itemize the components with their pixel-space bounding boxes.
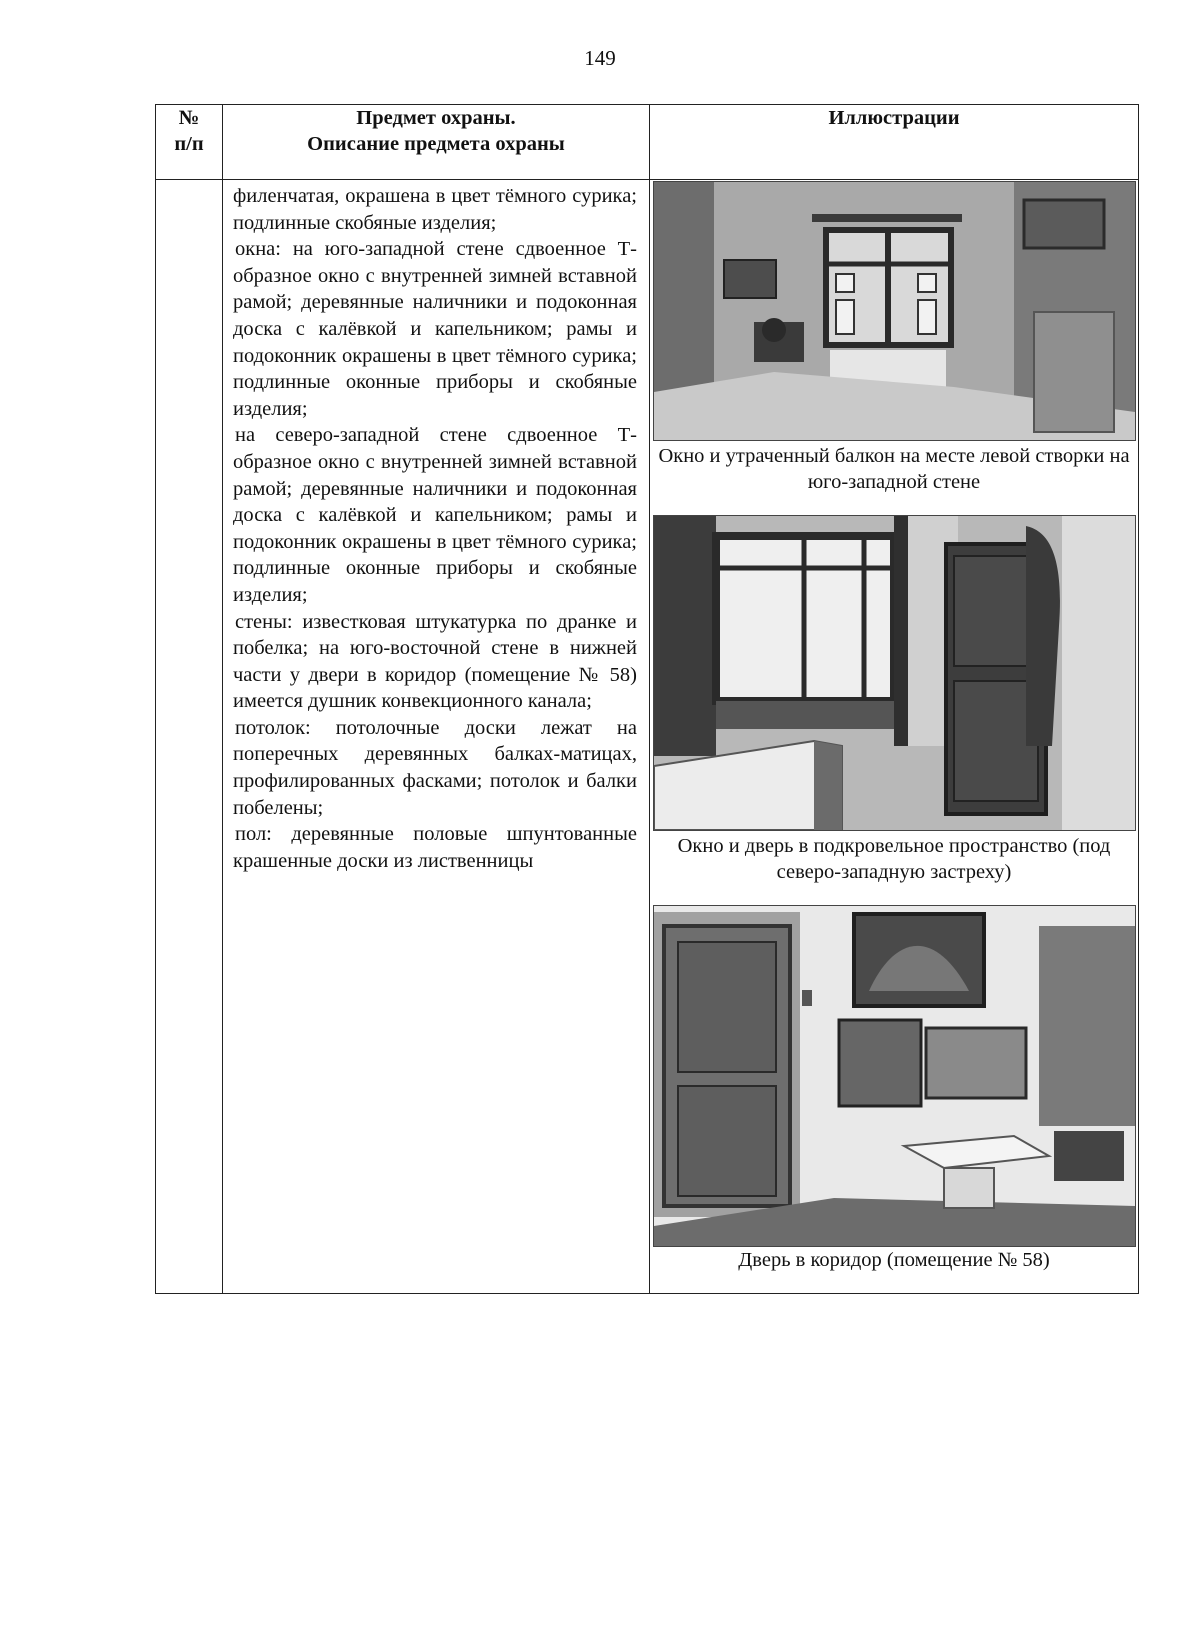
description-paragraph-windows-nw: на северо-западной стене сдвоенное Т-образное окно с внутренней зимней вставной рамой; деревянные наличники и подоконная доска с калёвкой и капельником; рамы и подоконник окрашены в цвет тёмного сурика; подлинные оконные приборы и скобяные изделия; bbox=[233, 424, 637, 606]
figure-window-balcony bbox=[650, 181, 1138, 495]
photo-window-balcony bbox=[653, 181, 1136, 441]
description-paragraph-windows-sw: окна: на юго-западной стене сдвоенное Т-образное окно с внутренней зимней вставной рамой; деревянные наличники и подоконная доска с калёвкой и капельником; рамы и подоконник окрашены в цвет тёмного сурика; подлинные оконные приборы и скобяные изделия; bbox=[233, 238, 637, 420]
table-header-row bbox=[156, 105, 1139, 180]
description-cell bbox=[223, 180, 650, 1294]
description-paragraph-door: филенчатая, окрашена в цвет тёмного сурика; подлинные скобяные изделия; bbox=[233, 185, 637, 234]
number-cell bbox=[156, 180, 223, 1294]
table-row bbox=[156, 180, 1139, 1294]
header-illustrations: Иллюстрации bbox=[650, 105, 1139, 180]
caption-door-corridor: Дверь в коридор (помещение № 58) bbox=[738, 1249, 1050, 1271]
photo-window-door bbox=[653, 515, 1136, 831]
header-number-line1: № bbox=[178, 107, 200, 129]
description-paragraph-ceiling: потолок: потолочные доски лежат на поперечных деревянных балках-матицах, профилированных фасками; потолок и балки побелены; bbox=[233, 716, 637, 819]
header-description bbox=[223, 105, 650, 180]
page-number: 149 bbox=[584, 46, 616, 70]
figure-window-door bbox=[650, 515, 1138, 885]
description-text bbox=[223, 180, 649, 874]
description-paragraph-walls: стены: известковая штукатурка по дранке и побелка; на юго-восточной стене в нижней части у двери в коридор (помещение № 58) имеется душник конвекционного канала; bbox=[233, 610, 637, 713]
caption-window-balcony: Окно и утраченный балкон на месте левой створки на юго-западной стене bbox=[658, 445, 1130, 493]
photo-door-corridor bbox=[653, 905, 1136, 1247]
illustrations-cell bbox=[650, 180, 1139, 1294]
header-description-line2: Описание предмета охраны bbox=[307, 133, 565, 155]
header-description-line1: Предмет охраны. bbox=[356, 107, 516, 129]
header-number-line2: п/п bbox=[174, 133, 204, 155]
protection-table bbox=[155, 104, 1139, 1294]
caption-window-door: Окно и дверь в подкровельное пространство (под северо-западную застреху) bbox=[677, 835, 1111, 883]
header-number bbox=[156, 105, 223, 180]
description-paragraph-floor: пол: деревянные половые шпунтованные крашенные доски из лиственницы bbox=[233, 823, 637, 872]
figure-door-corridor bbox=[650, 905, 1138, 1273]
